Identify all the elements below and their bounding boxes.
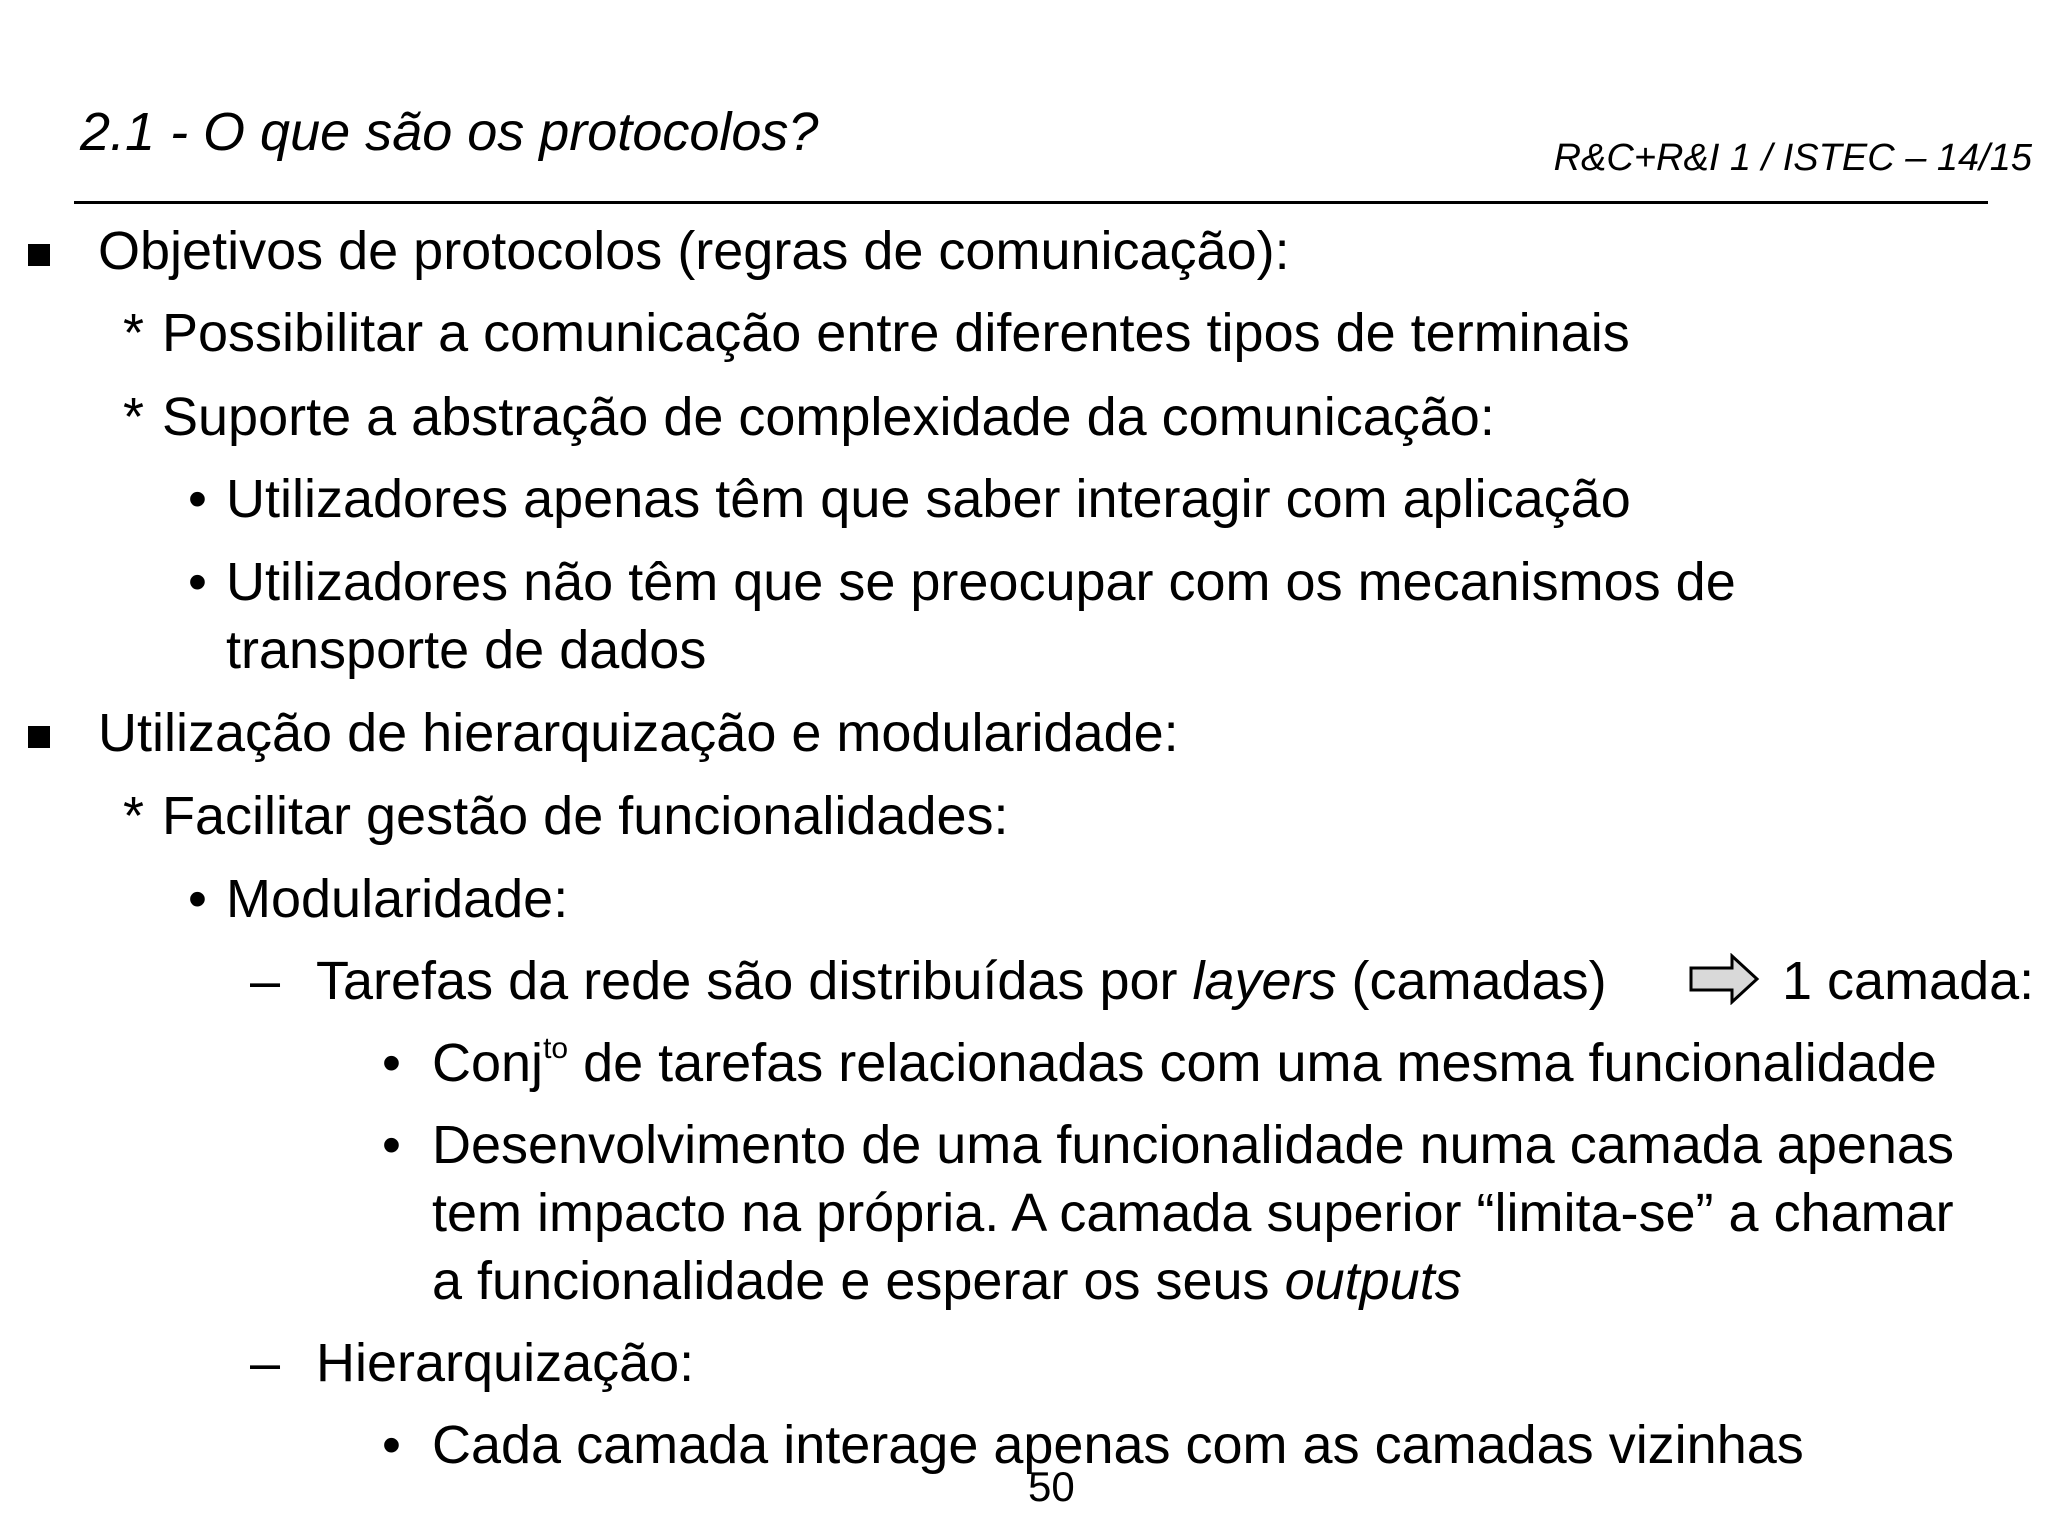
item-utilizacao: Utilização de hierarquização e modularidade: (98, 703, 1179, 763)
item-desenvolvimento-text: a funcionalidade e esperar os seus (432, 1251, 1285, 1311)
star-marker: * (123, 303, 145, 363)
item-suporte: Suporte a abstração de complexidade da comunicação: (162, 387, 1495, 447)
bullet-marker: • (188, 469, 207, 529)
dash-marker: – (250, 1333, 281, 1393)
item-cada-camada: Cada camada interage apenas com as camadas vizinhas (432, 1415, 1804, 1475)
right-arrow-icon (1688, 953, 1760, 1005)
square-bullet-icon (28, 244, 50, 266)
item-utilizadores-nao-cont: transporte de dados (226, 620, 707, 680)
item-desenvolvimento-cont2 (432, 1248, 1462, 1314)
item-hierarquizacao: Hierarquização: (316, 1333, 695, 1393)
item-tarefas-result: 1 camada: (1782, 951, 2035, 1011)
item-tarefas-text: Tarefas da rede são distribuídas por (316, 951, 1193, 1011)
item-desenvolvimento-cont1: tem impacto na própria. A camada superior “limita-se” a chamar (432, 1183, 1954, 1243)
item-tarefas-camadas: (camadas) (1336, 951, 1607, 1011)
item-conjunto-sup: to (543, 1032, 569, 1065)
slide-title: 2.1 - O que são os protocolos? (80, 102, 819, 162)
item-objetivos: Objetivos de protocolos (regras de comunicação): (98, 221, 1290, 281)
item-tarefas (316, 948, 1607, 1014)
star-marker: * (123, 387, 145, 447)
bullet-marker: • (382, 1415, 401, 1475)
bullet-marker: • (382, 1115, 401, 1175)
bullet-marker: • (382, 1033, 401, 1093)
item-possibilitar: Possibilitar a comunicação entre diferentes tipos de terminais (162, 303, 1630, 363)
square-bullet-icon (28, 726, 50, 748)
item-conjunto-prefix: Conj (432, 1033, 544, 1093)
star-marker: * (123, 786, 145, 846)
header-divider (74, 201, 1988, 204)
item-utilizadores-apenas: Utilizadores apenas têm que saber interagir com aplicação (226, 469, 1631, 529)
item-facilitar: Facilitar gestão de funcionalidades: (162, 786, 1009, 846)
page-number: 50 (1028, 1463, 1075, 1510)
item-desenvolvimento: Desenvolvimento de uma funcionalidade numa camada apenas (432, 1115, 1954, 1175)
bullet-marker: • (188, 552, 207, 612)
item-modularidade: Modularidade: (226, 869, 569, 929)
item-tarefas-layers: layers (1192, 951, 1337, 1011)
course-label: R&C+R&I 1 / ISTEC – 14/15 (1553, 137, 2032, 179)
item-utilizadores-nao: Utilizadores não têm que se preocupar com os mecanismos de (226, 552, 1736, 612)
dash-marker: – (250, 951, 281, 1011)
item-desenvolvimento-outputs: outputs (1284, 1251, 1462, 1311)
bullet-marker: • (188, 869, 207, 929)
item-conjunto (432, 1030, 1937, 1096)
item-conjunto-text: de tarefas relacionadas com uma mesma funcionalidade (568, 1033, 1937, 1093)
